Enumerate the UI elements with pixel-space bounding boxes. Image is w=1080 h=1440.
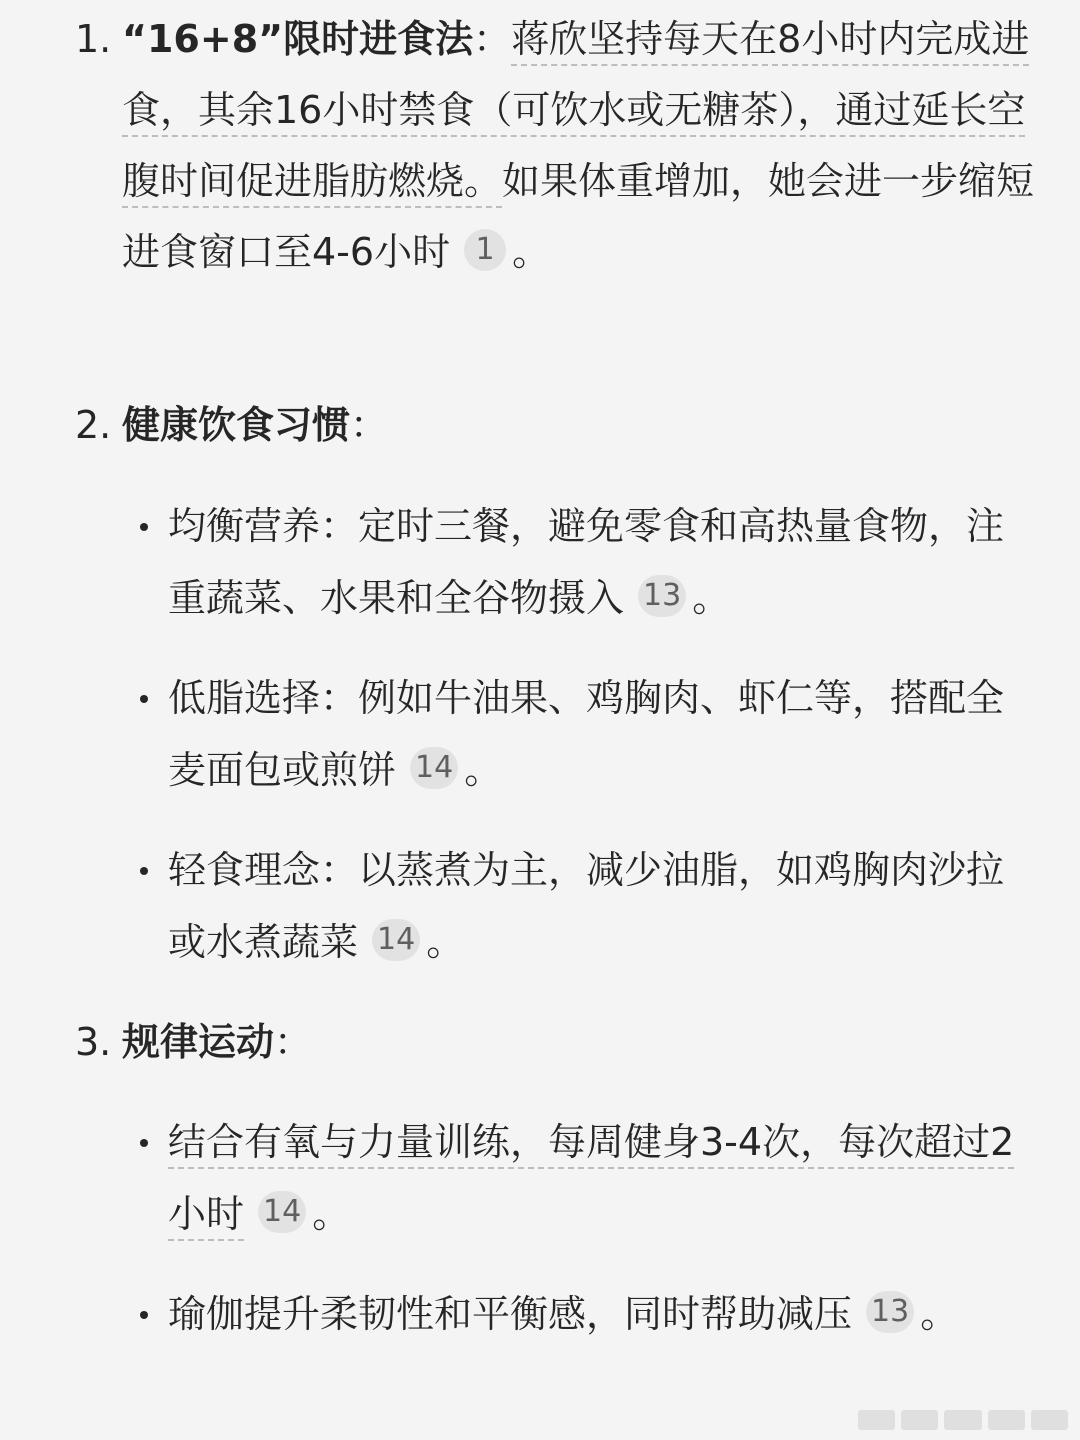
bullet-item xyxy=(140,834,1020,978)
bullet-text: 例如牛油果、鸡胸肉、虾仁等，搭配全麦面包或煎饼 xyxy=(168,676,1005,792)
bullet-item xyxy=(140,1106,1020,1250)
list-item-3 xyxy=(75,1007,1045,1078)
item-heading: 健康饮食习惯 xyxy=(122,403,351,447)
bullet-dot xyxy=(140,523,148,531)
bullet-item xyxy=(140,490,1020,634)
bullet-list-exercise xyxy=(140,1106,1020,1378)
citation-badge[interactable]: 14 xyxy=(372,919,420,961)
bullet-label: 轻食理念： xyxy=(168,848,359,892)
period: 。 xyxy=(426,920,465,964)
highlighted-sentence[interactable]: 蒋欣坚持每天在8小时内完成进食，其余16小时禁食（可饮水或无糖茶），通过延长空腹时间促进脂肪燃烧。 xyxy=(122,17,1030,203)
citation-badge[interactable]: 14 xyxy=(410,747,458,789)
bullet-dot xyxy=(140,695,148,703)
bullet-text: 定时三餐，避免零食和高热量食物，注重蔬菜、水果和全谷物摄入 xyxy=(168,504,1005,620)
colon: ： xyxy=(350,403,389,447)
watermark-bar xyxy=(944,1410,981,1430)
bullet-text: 瑜伽提升柔韧性和平衡感，同时帮助减压 xyxy=(168,1292,853,1336)
citation-badge[interactable]: 1 xyxy=(464,229,506,271)
watermark-bar xyxy=(1031,1410,1068,1430)
watermark-bars xyxy=(858,1410,1068,1430)
body-text: 如果体重增加，她会进一步缩短进食窗口至4-6小时 xyxy=(122,159,1035,274)
watermark-bar xyxy=(858,1410,895,1430)
highlighted-bullet-text[interactable]: 结合有氧与力量训练，每周健身3-4次，每次超过2小时 xyxy=(168,1120,1015,1236)
bullet-dot xyxy=(140,1139,148,1147)
period: 。 xyxy=(464,748,503,792)
period: 。 xyxy=(312,1192,351,1236)
bullet-label: 低脂选择： xyxy=(168,676,359,720)
bullet-dot xyxy=(140,1311,148,1319)
list-item-2 xyxy=(75,390,1045,461)
citation-badge[interactable]: 13 xyxy=(638,575,686,617)
citation-badge[interactable]: 13 xyxy=(866,1291,914,1333)
bullet-item xyxy=(140,662,1020,806)
bullet-dot xyxy=(140,867,148,875)
list-number: 3. xyxy=(75,1020,112,1064)
list-item-1 xyxy=(75,4,1045,288)
bullet-text: 以蒸煮为主，减少油脂，如鸡胸肉沙拉或水煮蔬菜 xyxy=(168,848,1005,964)
period: 。 xyxy=(920,1292,959,1336)
citation-badge[interactable]: 14 xyxy=(258,1191,306,1233)
period: 。 xyxy=(512,230,551,274)
bullet-item xyxy=(140,1278,1020,1350)
list-number: 2. xyxy=(75,403,112,447)
watermark-bar xyxy=(901,1410,938,1430)
item-heading: “16+8”限时进食法 xyxy=(122,17,474,61)
bullet-list-diet xyxy=(140,490,1020,1006)
colon: ： xyxy=(274,1020,313,1064)
watermark-bar xyxy=(988,1410,1025,1430)
item-heading: 规律运动 xyxy=(122,1020,275,1064)
list-number: 1. xyxy=(75,17,112,61)
period: 。 xyxy=(692,576,731,620)
colon: ： xyxy=(473,17,512,61)
bullet-label: 均衡营养： xyxy=(168,504,359,548)
